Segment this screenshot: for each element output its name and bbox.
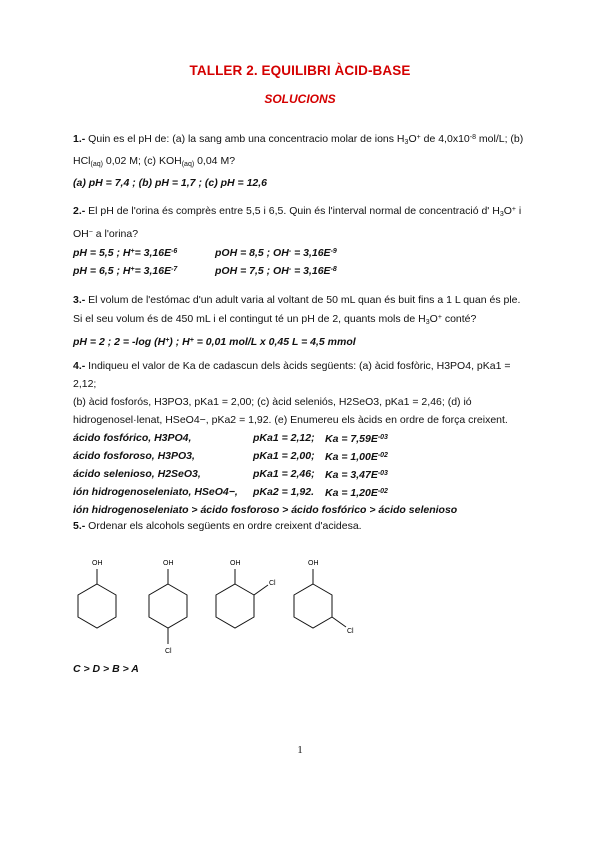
svg-text:Cl: Cl <box>269 580 276 587</box>
structure-2-chlorocyclohexanol <box>216 540 296 645</box>
question-2-answer-row: pH = 5,5 ; $H^+= 3,16E^{-6}$ pOH = 8,5 ; $OH^- = 3,16E^{-9}$ <box>73 247 337 259</box>
acid-row: ácido fosfórico, H3PO4, pKa1 = 2,12; $Ka = 7,59E^{-03}$ <box>73 432 388 445</box>
acid-row: ácido fosforoso, H3PO3, pKa1 = 2,00; $Ka = 1,00E^{-02}$ <box>73 450 388 463</box>
question-2 <box>73 201 535 279</box>
question-5-answer: C > D > B > A <box>73 663 139 675</box>
question-3 <box>73 291 535 351</box>
question-3-answer: pH = 2 ; 2 = -log (H+) ; H+ = 0,01 mol/L x 0,45 L = 4,5 mmol <box>73 336 356 348</box>
question-number: 2.- <box>73 205 86 217</box>
question-number: 4.- <box>73 360 86 372</box>
svg-text:OH: OH <box>92 560 103 567</box>
svg-text:OH: OH <box>163 560 174 567</box>
acid-row: ión hidrogenoseleniato, HSeO4−, pKa2 = 1,92. $Ka = 1,20E^{-02}$ <box>73 486 388 499</box>
page-number: 1 <box>297 744 303 756</box>
question-1-answer: (a) pH = 7,4 ; (b) pH = 1,7 ; (c) pH = 12,6 <box>73 177 268 189</box>
acid-strength-order: ión hidrogenoseleniato > ácido fosforoso > ácido fosfórico > ácido selenioso <box>73 504 458 516</box>
svg-text:OH: OH <box>230 560 241 567</box>
question-4-text: 4.- Indiqueu el valor de Ka de cadascun dels àcids següents: (a) àcid fosfòric, H3PO4, pKa1 = 2,12; (b) àcid fosforós, H3PO3, pKa1 = 2,00; (c) àcid seleniós, H2SeO3, pKa1 = 2,46; (d) ió hidrogenosel·lenat, HSeO4−, pKa2 = 1,92. (e) Enumereu els àcids en ordre de força creixent. <box>73 360 511 426</box>
structure-cyclohexanol <box>70 540 130 645</box>
svg-text:OH: OH <box>308 560 319 567</box>
question-number: 5.- <box>73 520 86 532</box>
question-2-text: 2.- El pH de l'orina és comprès entre 5,5 i 6,5. Quin és l'interval normal de concentració d' $H_3O^+$ i OH− a l'orina? <box>73 205 522 240</box>
question-2-answer-row: pH = 6,5 ; $H^+= 3,16E^{-7}$ pOH = 7,5 ; $OH^- = 3,16E^{-8}$ <box>73 265 337 277</box>
acid-row: ácido selenioso, H2SeO3, pKa1 = 2,46; $Ka = 3,47E^{-03}$ <box>73 468 388 481</box>
svg-text:Cl: Cl <box>165 648 172 655</box>
structure-4-chlorocyclohexanol <box>141 540 201 675</box>
question-5: 5.- Ordenar els alcohols següents en ordre creixent d'acidesa. <box>73 520 362 532</box>
document-title: TALLER 2. EQUILIBRI ÀCID-BASE <box>189 63 411 78</box>
question-1 <box>73 129 535 192</box>
question-number: 1.- <box>73 133 86 145</box>
document-subtitle: SOLUCIONS <box>264 92 336 106</box>
svg-text:Cl: Cl <box>347 628 354 635</box>
question-number: 3.- <box>73 294 86 306</box>
question-4 <box>73 357 535 519</box>
question-1-text: 1.- Quin es el pH de: (a) la sang amb una concentracio molar de ions $H_3O^+$ de $4,0x10^{-8}$ mol/L; (b) HCl$_{(aq)}$ 0,02 M; (c) $KOH_{(aq)}$ 0,04 M? <box>73 133 524 168</box>
question-3-text: 3.- El volum de l'estómac d'un adult varia al voltant de 50 mL quan és buit fins a 1 L quan és ple. Si el seu volum és de 450 mL i el contingut té un pH de 2, quants mols de $H_3O^+$ conté? <box>73 294 521 326</box>
structure-3-chlorocyclohexanol <box>294 540 374 655</box>
